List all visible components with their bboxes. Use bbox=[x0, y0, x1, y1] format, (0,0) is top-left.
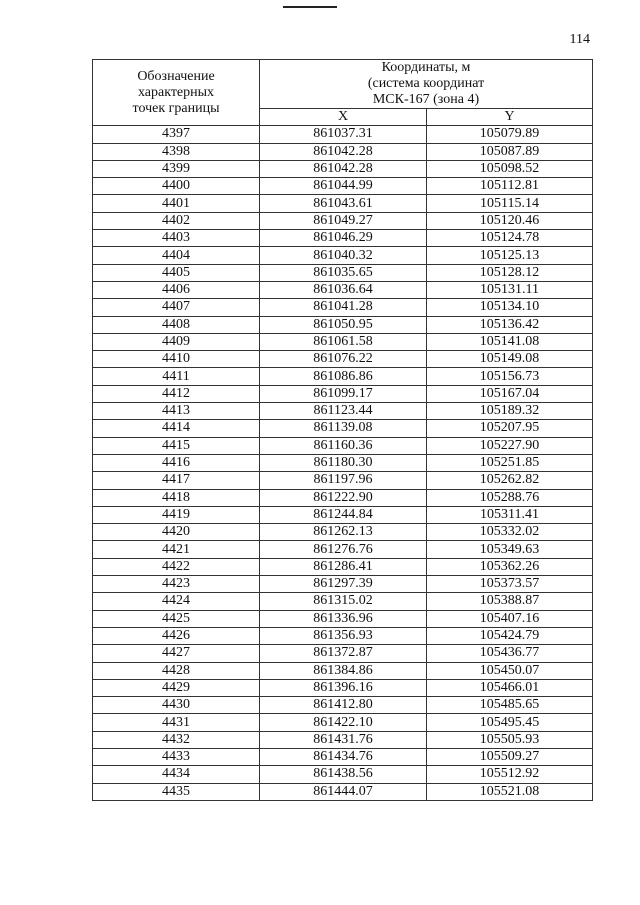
y-coordinate-cell: 105311.41 bbox=[427, 506, 593, 523]
y-coordinate-cell: 105207.95 bbox=[427, 420, 593, 437]
point-number-cell: 4417 bbox=[93, 472, 260, 489]
x-coordinate-cell: 861160.36 bbox=[260, 437, 427, 454]
x-coordinate-cell: 861049.27 bbox=[260, 212, 427, 229]
x-coordinate-cell: 861222.90 bbox=[260, 489, 427, 506]
x-coordinate-cell: 861422.10 bbox=[260, 714, 427, 731]
y-coordinate-cell: 105156.73 bbox=[427, 368, 593, 385]
x-coordinate-cell: 861043.61 bbox=[260, 195, 427, 212]
x-coordinate-cell: 861046.29 bbox=[260, 230, 427, 247]
table-row bbox=[93, 697, 593, 714]
table-row bbox=[93, 627, 593, 644]
y-coordinate-cell: 105167.04 bbox=[427, 385, 593, 402]
y-coordinate-cell: 105495.45 bbox=[427, 714, 593, 731]
x-coordinate-cell: 861444.07 bbox=[260, 783, 427, 800]
point-number-cell: 4416 bbox=[93, 454, 260, 471]
y-coordinate-cell: 105128.12 bbox=[427, 264, 593, 281]
y-coordinate-cell: 105189.32 bbox=[427, 403, 593, 420]
point-number-cell: 4418 bbox=[93, 489, 260, 506]
point-number-cell: 4399 bbox=[93, 160, 260, 177]
table-row bbox=[93, 472, 593, 489]
x-coordinate-cell: 861336.96 bbox=[260, 610, 427, 627]
table-row bbox=[93, 593, 593, 610]
header-coords-line: Координаты, м bbox=[381, 60, 471, 75]
x-coordinate-cell: 861276.76 bbox=[260, 541, 427, 558]
x-coordinate-cell: 861286.41 bbox=[260, 558, 427, 575]
table-body bbox=[93, 126, 593, 801]
header-coords-line: МСК-167 (зона 4) bbox=[372, 92, 480, 107]
point-number-cell: 4424 bbox=[93, 593, 260, 610]
header-x: X bbox=[260, 109, 427, 126]
header-row bbox=[93, 60, 593, 109]
table-row bbox=[93, 299, 593, 316]
y-coordinate-cell: 105349.63 bbox=[427, 541, 593, 558]
x-coordinate-cell: 861315.02 bbox=[260, 593, 427, 610]
x-coordinate-cell: 861099.17 bbox=[260, 385, 427, 402]
y-coordinate-cell: 105424.79 bbox=[427, 627, 593, 644]
y-coordinate-cell: 105436.77 bbox=[427, 645, 593, 662]
table-row bbox=[93, 748, 593, 765]
y-coordinate-cell: 105521.08 bbox=[427, 783, 593, 800]
point-number-cell: 4400 bbox=[93, 178, 260, 195]
point-number-cell: 4412 bbox=[93, 385, 260, 402]
point-number-cell: 4421 bbox=[93, 541, 260, 558]
point-number-cell: 4407 bbox=[93, 299, 260, 316]
x-coordinate-cell: 861041.28 bbox=[260, 299, 427, 316]
table-row bbox=[93, 420, 593, 437]
table-row bbox=[93, 679, 593, 696]
y-coordinate-cell: 105115.14 bbox=[427, 195, 593, 212]
point-number-cell: 4402 bbox=[93, 212, 260, 229]
y-coordinate-cell: 105134.10 bbox=[427, 299, 593, 316]
table-row bbox=[93, 333, 593, 350]
y-coordinate-cell: 105124.78 bbox=[427, 230, 593, 247]
header-point-designation bbox=[93, 60, 260, 126]
table-row bbox=[93, 368, 593, 385]
x-coordinate-cell: 861412.80 bbox=[260, 697, 427, 714]
y-coordinate-cell: 105407.16 bbox=[427, 610, 593, 627]
x-coordinate-cell: 861123.44 bbox=[260, 403, 427, 420]
point-number-cell: 4410 bbox=[93, 351, 260, 368]
header-coords-line: (система координат bbox=[367, 76, 485, 91]
table-row bbox=[93, 195, 593, 212]
y-coordinate-cell: 105505.93 bbox=[427, 731, 593, 748]
table-row bbox=[93, 247, 593, 264]
point-number-cell: 4435 bbox=[93, 783, 260, 800]
x-coordinate-cell: 861086.86 bbox=[260, 368, 427, 385]
y-coordinate-cell: 105141.08 bbox=[427, 333, 593, 350]
header-y: Y bbox=[427, 109, 593, 126]
point-number-cell: 4431 bbox=[93, 714, 260, 731]
point-number-cell: 4413 bbox=[93, 403, 260, 420]
header-point-line: Обозначение bbox=[137, 68, 215, 84]
table-row bbox=[93, 351, 593, 368]
x-coordinate-cell: 861139.08 bbox=[260, 420, 427, 437]
y-coordinate-cell: 105362.26 bbox=[427, 558, 593, 575]
table-row bbox=[93, 645, 593, 662]
table-row bbox=[93, 403, 593, 420]
x-coordinate-cell: 861431.76 bbox=[260, 731, 427, 748]
table-row bbox=[93, 212, 593, 229]
table-row bbox=[93, 506, 593, 523]
x-coordinate-cell: 861076.22 bbox=[260, 351, 427, 368]
x-coordinate-cell: 861297.39 bbox=[260, 576, 427, 593]
point-number-cell: 4414 bbox=[93, 420, 260, 437]
y-coordinate-cell: 105136.42 bbox=[427, 316, 593, 333]
x-coordinate-cell: 861040.32 bbox=[260, 247, 427, 264]
x-coordinate-cell: 861434.76 bbox=[260, 748, 427, 765]
top-rule-mark bbox=[283, 6, 337, 8]
point-number-cell: 4427 bbox=[93, 645, 260, 662]
point-number-cell: 4426 bbox=[93, 627, 260, 644]
point-number-cell: 4422 bbox=[93, 558, 260, 575]
table-row bbox=[93, 610, 593, 627]
table-row bbox=[93, 524, 593, 541]
y-coordinate-cell: 105112.81 bbox=[427, 178, 593, 195]
y-coordinate-cell: 105227.90 bbox=[427, 437, 593, 454]
point-number-cell: 4420 bbox=[93, 524, 260, 541]
y-coordinate-cell: 105262.82 bbox=[427, 472, 593, 489]
point-number-cell: 4432 bbox=[93, 731, 260, 748]
point-number-cell: 4409 bbox=[93, 333, 260, 350]
x-coordinate-cell: 861384.86 bbox=[260, 662, 427, 679]
point-number-cell: 4397 bbox=[93, 126, 260, 143]
y-coordinate-cell: 105125.13 bbox=[427, 247, 593, 264]
table-row bbox=[93, 316, 593, 333]
point-number-cell: 4434 bbox=[93, 766, 260, 783]
x-coordinate-cell: 861037.31 bbox=[260, 126, 427, 143]
point-number-cell: 4405 bbox=[93, 264, 260, 281]
table-row bbox=[93, 783, 593, 800]
table-row bbox=[93, 437, 593, 454]
point-number-cell: 4419 bbox=[93, 506, 260, 523]
y-coordinate-cell: 105131.11 bbox=[427, 281, 593, 298]
point-number-cell: 4406 bbox=[93, 281, 260, 298]
table-row bbox=[93, 230, 593, 247]
y-coordinate-cell: 105251.85 bbox=[427, 454, 593, 471]
x-coordinate-cell: 861180.30 bbox=[260, 454, 427, 471]
table-row bbox=[93, 662, 593, 679]
table-row bbox=[93, 489, 593, 506]
table-row bbox=[93, 126, 593, 143]
x-coordinate-cell: 861197.96 bbox=[260, 472, 427, 489]
table-row bbox=[93, 264, 593, 281]
x-coordinate-cell: 861372.87 bbox=[260, 645, 427, 662]
x-coordinate-cell: 861061.58 bbox=[260, 333, 427, 350]
x-coordinate-cell: 861244.84 bbox=[260, 506, 427, 523]
header-point-line: точек границы bbox=[132, 100, 220, 116]
table-row bbox=[93, 281, 593, 298]
x-coordinate-cell: 861356.93 bbox=[260, 627, 427, 644]
point-number-cell: 4398 bbox=[93, 143, 260, 160]
point-number-cell: 4430 bbox=[93, 697, 260, 714]
table-row bbox=[93, 454, 593, 471]
x-coordinate-cell: 861036.64 bbox=[260, 281, 427, 298]
y-coordinate-cell: 105087.89 bbox=[427, 143, 593, 160]
y-coordinate-cell: 105466.01 bbox=[427, 679, 593, 696]
table-row bbox=[93, 178, 593, 195]
point-number-cell: 4433 bbox=[93, 748, 260, 765]
table-row bbox=[93, 731, 593, 748]
y-coordinate-cell: 105373.57 bbox=[427, 576, 593, 593]
y-coordinate-cell: 105388.87 bbox=[427, 593, 593, 610]
x-coordinate-cell: 861042.28 bbox=[260, 143, 427, 160]
x-coordinate-cell: 861438.56 bbox=[260, 766, 427, 783]
table-row bbox=[93, 143, 593, 160]
table-row bbox=[93, 385, 593, 402]
table-row bbox=[93, 714, 593, 731]
point-number-cell: 4415 bbox=[93, 437, 260, 454]
header-point-line: характерных bbox=[137, 84, 215, 100]
x-coordinate-cell: 861262.13 bbox=[260, 524, 427, 541]
table-row bbox=[93, 576, 593, 593]
point-number-cell: 4401 bbox=[93, 195, 260, 212]
y-coordinate-cell: 105512.92 bbox=[427, 766, 593, 783]
x-coordinate-cell: 861050.95 bbox=[260, 316, 427, 333]
point-number-cell: 4428 bbox=[93, 662, 260, 679]
point-number-cell: 4411 bbox=[93, 368, 260, 385]
x-coordinate-cell: 861396.16 bbox=[260, 679, 427, 696]
x-coordinate-cell: 861042.28 bbox=[260, 160, 427, 177]
header-coordinates bbox=[260, 60, 593, 109]
table-row bbox=[93, 160, 593, 177]
y-coordinate-cell: 105098.52 bbox=[427, 160, 593, 177]
point-number-cell: 4404 bbox=[93, 247, 260, 264]
y-coordinate-cell: 105288.76 bbox=[427, 489, 593, 506]
y-coordinate-cell: 105079.89 bbox=[427, 126, 593, 143]
point-number-cell: 4429 bbox=[93, 679, 260, 696]
x-coordinate-cell: 861035.65 bbox=[260, 264, 427, 281]
y-coordinate-cell: 105120.46 bbox=[427, 212, 593, 229]
x-coordinate-cell: 861044.99 bbox=[260, 178, 427, 195]
table-row bbox=[93, 558, 593, 575]
y-coordinate-cell: 105332.02 bbox=[427, 524, 593, 541]
point-number-cell: 4425 bbox=[93, 610, 260, 627]
page-number: 114 bbox=[569, 32, 590, 47]
y-coordinate-cell: 105485.65 bbox=[427, 697, 593, 714]
y-coordinate-cell: 105509.27 bbox=[427, 748, 593, 765]
point-number-cell: 4408 bbox=[93, 316, 260, 333]
point-number-cell: 4423 bbox=[93, 576, 260, 593]
table-row bbox=[93, 541, 593, 558]
point-number-cell: 4403 bbox=[93, 230, 260, 247]
table-row bbox=[93, 766, 593, 783]
y-coordinate-cell: 105450.07 bbox=[427, 662, 593, 679]
y-coordinate-cell: 105149.08 bbox=[427, 351, 593, 368]
coordinates-table bbox=[92, 59, 593, 801]
